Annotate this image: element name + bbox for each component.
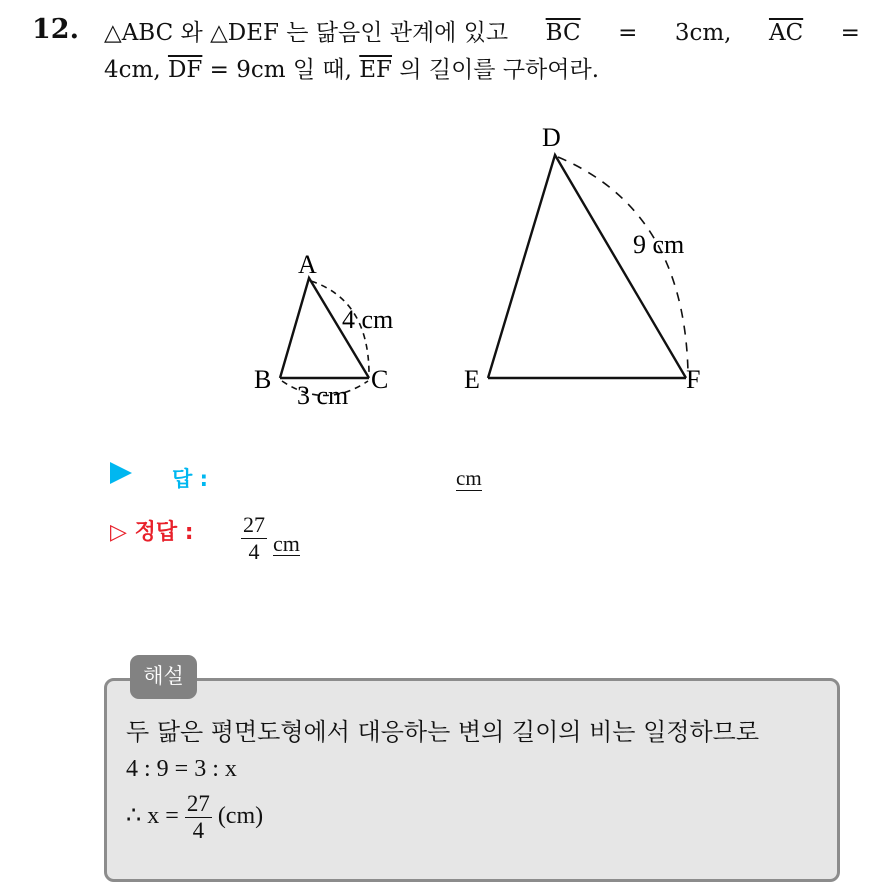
answer-label: 답 : bbox=[172, 467, 208, 491]
correct-answer-label: ▷ 정답 : bbox=[110, 520, 194, 545]
length-df: = 9cm 일 때, bbox=[209, 57, 352, 83]
vertex-a-label: A bbox=[298, 250, 317, 279]
segment-ac: $\overline{AC}$ bbox=[768, 20, 804, 46]
fraction-denominator: 4 bbox=[248, 539, 260, 564]
side-ac-label: 4 cm bbox=[342, 305, 394, 334]
equals-sign: = bbox=[840, 20, 860, 46]
triangles-figure bbox=[0, 110, 884, 420]
answer-row bbox=[110, 462, 208, 491]
segment-ef: $\overline{EF}$ bbox=[359, 57, 393, 83]
explanation-line-2: 4 : 9 = 3 : x bbox=[126, 756, 237, 782]
explanation-denominator: 4 bbox=[192, 818, 205, 843]
side-bc-label: 3 cm bbox=[297, 381, 349, 410]
answer-arrow-icon bbox=[110, 462, 132, 484]
length-ac: 4cm, bbox=[104, 57, 161, 83]
correct-answer-fraction bbox=[241, 512, 267, 565]
explanation-line-3 bbox=[126, 791, 263, 844]
side-df-label: 9 cm bbox=[633, 230, 685, 259]
dashed-arc-df bbox=[558, 157, 688, 372]
vertex-f-label: F bbox=[686, 365, 701, 394]
explanation-tab: 해설 bbox=[130, 655, 197, 699]
vertex-b-label: B bbox=[254, 365, 272, 394]
vertex-e-label: E bbox=[464, 365, 480, 394]
explanation-fraction bbox=[185, 791, 212, 844]
fraction-numerator: 27 bbox=[243, 512, 265, 537]
vertex-d-label: D bbox=[542, 123, 561, 152]
equals-sign: = bbox=[618, 20, 638, 46]
vertex-c-label: C bbox=[371, 365, 389, 394]
explanation-suffix: (cm) bbox=[217, 803, 264, 830]
explanation-prefix: ∴ x = bbox=[126, 803, 179, 830]
question-text-part: △ABC 와 △DEF 는 닮음인 관계에 있고 bbox=[104, 20, 509, 46]
explanation-numerator: 27 bbox=[186, 791, 210, 816]
segment-df: $\overline{DF}$ bbox=[167, 57, 203, 83]
question-number: 12. bbox=[32, 14, 79, 45]
question-line-1 bbox=[104, 18, 860, 48]
explanation-line-1: 두 닮은 평면도형에서 대응하는 변의 길이의 비는 일정하므로 bbox=[126, 718, 760, 746]
correct-answer-unit: cm bbox=[273, 531, 300, 556]
answer-unit: cm bbox=[456, 466, 482, 490]
large-triangle bbox=[488, 155, 686, 378]
segment-bc: $\overline{BC}$ bbox=[545, 20, 581, 46]
question-line-2 bbox=[104, 55, 599, 85]
question-text-part: 의 길이를 구하여라. bbox=[399, 57, 600, 83]
length-bc: 3cm, bbox=[674, 20, 732, 46]
